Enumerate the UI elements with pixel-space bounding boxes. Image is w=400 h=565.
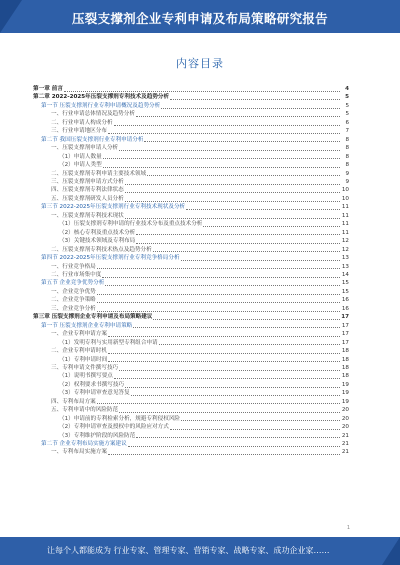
toc-entry[interactable] [33,372,349,380]
toc-entry-page: 10 [341,187,349,194]
toc-entry[interactable] [33,178,349,186]
toc-leader-dots [136,234,340,235]
toc-entry[interactable] [33,305,349,313]
toc-leader-dots [144,141,340,142]
toc-entry[interactable] [33,237,349,245]
toc-entry[interactable] [33,110,349,118]
toc-entry-page: 8 [345,153,349,160]
toc-entry[interactable] [33,389,349,397]
toc-leader-dots [181,260,340,261]
toc-entry-page: 18 [341,373,349,380]
toc-entry-title: （2）申请人类型 [59,162,102,169]
toc-entry[interactable] [33,288,349,296]
toc-entry-title: 四、专利布局方案 [51,398,96,405]
toc-entry-page: 17 [341,339,349,346]
toc-leader-dots [97,268,340,269]
toc-entry-page: 5 [345,94,349,101]
toc-entry-page: 20 [341,407,349,414]
toc-entry-title: 三、专利申请文件撰写技巧 [51,364,119,371]
toc-leader-dots [159,344,340,345]
toc-entry-title: 第二节 企业专利布局实施方案建议 [41,441,127,448]
toc-leader-dots [103,158,340,159]
toc-leader-dots [153,251,340,252]
toc-leader-dots [108,361,340,362]
toc-entry[interactable] [33,119,349,127]
toc-entry[interactable] [33,271,349,279]
toc-entry-title: （1）发明专利与实用新型专利组合申请 [59,339,158,346]
toc-entry-title: 一、企业专利申请方案 [51,331,107,338]
toc-entry[interactable] [33,102,349,110]
toc-entry-page: 11 [341,221,349,228]
toc-leader-dots [114,125,340,126]
toc-entry[interactable] [33,322,349,330]
toc-entry-page: 21 [341,432,349,439]
toc-entry[interactable] [33,432,349,440]
toc-entry-title: （2）核心专利及重点技术分析 [59,229,136,236]
toc-leader-dots [136,243,340,244]
toc-entry-page: 13 [341,255,349,262]
toc-leader-dots [186,209,340,210]
toc-entry-page: 15 [341,288,349,295]
toc-entry[interactable] [33,263,349,271]
toc-entry[interactable] [33,212,349,220]
toc-leader-dots [125,184,340,185]
toc-entry-title: （3）专利维护阶段的风险防范 [59,432,136,439]
toc-leader-dots [119,370,340,371]
toc-entry-page: 18 [341,356,349,363]
toc-entry-title: 第五节 企业竞争优势分析 [41,280,105,287]
toc-leader-dots [125,201,340,202]
toc-leader-dots [103,167,340,168]
toc-entry-page: 16 [341,305,349,312]
report-footer [0,537,400,565]
toc-leader-dots [161,108,340,109]
toc-entry-title: （1）专利申请时间 [59,356,108,363]
report-title: 压裂支撑剂企业专利申请及布局策略研究报告 [71,11,328,26]
toc-entry[interactable] [33,229,349,237]
toc-entry[interactable] [33,93,349,101]
toc-entry-title: （3）专利申请审查意见答复 [59,390,130,397]
toc-leader-dots [102,277,340,278]
toc-entry-page: 9 [345,178,349,185]
toc-entry-page: 14 [341,271,349,278]
toc-entry-page: 17 [341,331,349,338]
toc-leader-dots [170,99,340,100]
toc-entry-title: 第二节 我国压裂支撑剂行业专利申请分析 [41,136,144,143]
toc-entry-title: 一、压裂支撑剂专利技术现状 [51,212,124,219]
toc-entry[interactable] [33,296,349,304]
toc-entry-page: 16 [341,297,349,304]
toc-entry-title: （2）专利申请审查及授权中的风险应对方式 [59,424,169,431]
toc-entry[interactable] [33,279,349,287]
toc-entry-page: 5 [345,111,349,118]
toc-entry[interactable] [33,170,349,178]
toc-entry[interactable] [33,161,349,169]
toc-entry[interactable] [33,254,349,262]
toc-leader-dots [119,412,340,413]
toc-entry-page: 8 [345,162,349,169]
toc-leader-dots [64,91,340,92]
toc-entry-title: （1）申请前的专利检索分析，规避专利侵权风险 [59,415,181,422]
toc-entry-title: （3）关键技术领域及专利布局 [59,238,136,245]
table-of-contents [33,85,349,457]
toc-entry-page: 19 [341,381,349,388]
toc-entry-title: 第一章 前言 [33,86,63,92]
toc-entry[interactable] [33,85,349,93]
toc-leader-dots [136,437,340,438]
toc-entry-page: 13 [341,263,349,270]
toc-entry[interactable] [33,356,349,364]
toc-entry-page: 20 [341,415,349,422]
toc-leader-dots [153,319,340,320]
toc-entry-title: 二、压裂支撑剂专利申请主要技术领域 [51,170,147,177]
toc-entry-page: 7 [345,128,349,135]
toc-leader-dots [108,353,340,354]
toc-leader-dots [97,311,340,312]
toc-entry-title: 四、压裂支撑剂专利法律状态 [51,187,124,194]
toc-entry[interactable] [33,313,349,321]
footer-accent [382,537,400,565]
toc-entry-page: 15 [341,280,349,287]
toc-entry-title: 第二章 2022-2025年压裂支撑剂专利技术及趋势分析 [33,94,170,101]
toc-entry-page: 17 [341,314,349,321]
toc-entry-title: （1）压裂支撑剂专利申请的行业技术分布及重点技术分析 [59,221,203,228]
toc-entry-title: 三、行业申请地区分布 [51,128,107,135]
toc-entry-page: 17 [341,322,349,329]
toc-leader-dots [119,150,340,151]
toc-entry[interactable] [33,347,349,355]
toc-entry-page: 21 [341,449,349,456]
toc-entry-title: 一、企业竞争优势 [51,288,96,295]
toc-leader-dots [133,327,340,328]
toc-entry-page: 8 [345,145,349,152]
toc-entry-title: 一、行业申请总体情况及趋势分析 [51,111,135,118]
toc-entry-title: 一、压裂支撑剂申请人分析 [51,145,119,152]
toc-entry[interactable] [33,440,349,448]
toc-leader-dots [97,302,340,303]
toc-entry-title: 一、行业竞争格局 [51,263,96,270]
toc-entry-title: 三、企业竞争分析 [51,305,96,312]
report-header [0,0,400,33]
toc-entry[interactable] [33,195,349,203]
toc-entry-page: 6 [345,119,349,126]
toc-entry-title: 二、企业竞争策略 [51,297,96,304]
toc-entry-page: 18 [341,364,349,371]
toc-entry-title: 第一节 压裂支撑剂企业专利申请策略 [41,322,133,329]
toc-entry-page: 9 [345,170,349,177]
toc-entry-title: 第一节 压裂支撑剂行业专利申请概况及趋势分析 [41,102,161,109]
toc-entry-title: 五、压裂支撑剂研发人员分析 [51,195,124,202]
toc-leader-dots [108,454,340,455]
toc-entry-title: （1）说明书撰写要点 [59,373,113,380]
toc-entry[interactable] [33,203,349,211]
toc-entry-title: 二、行业申请人构成分析 [51,119,113,126]
toc-leader-dots [108,336,340,337]
toc-entry-page: 19 [341,398,349,405]
toc-entry-page: 11 [341,204,349,211]
toc-leader-dots [181,420,340,421]
toc-entry-title: 五、专利申请中的风险防范 [51,407,119,414]
toc-entry-page: 19 [341,390,349,397]
toc-leader-dots [125,218,340,219]
toc-entry-page: 11 [341,229,349,236]
toc-entry[interactable] [33,339,349,347]
toc-entry[interactable] [33,415,349,423]
toc-entry-page: 18 [341,348,349,355]
toc-entry-page: 11 [341,212,349,219]
toc-entry-page: 12 [341,246,349,253]
toc-entry-title: 第四节 2022-2025年压裂支撑剂行业专利竞争格局分析 [41,255,180,262]
toc-leader-dots [128,446,340,447]
toc-leader-dots [125,387,340,388]
toc-entry[interactable] [33,448,349,456]
toc-leader-dots [97,294,340,295]
toc-leader-dots [136,116,340,117]
toc-entry-page: 20 [341,424,349,431]
toc-entry[interactable] [33,220,349,228]
toc-entry[interactable] [33,406,349,414]
toc-leader-dots [131,395,340,396]
toc-entry[interactable] [33,398,349,406]
toc-leader-dots [114,378,340,379]
toc-entry-title: 二、企业专利申请时机 [51,348,107,355]
toc-entry-title: 二、压裂支撑剂专利技术热点及趋势分析 [51,246,152,253]
toc-leader-dots [97,403,340,404]
toc-entry-page: 4 [345,86,349,92]
toc-entry[interactable] [33,127,349,135]
toc-entry[interactable] [33,381,349,389]
toc-entry-title: （2）权利要求书撰写技巧 [59,381,125,388]
page-number: 1 [346,525,350,531]
toc-leader-dots [108,133,340,134]
toc-entry[interactable] [33,186,349,194]
toc-leader-dots [105,285,340,286]
toc-entry-page: 8 [345,136,349,143]
toc-entry-title: 第三章 压裂支撑剂企业专利申请及布局策略建议 [33,314,153,321]
toc-entry[interactable] [33,153,349,161]
toc-entry-page: 21 [341,441,349,448]
toc-entry[interactable] [33,423,349,431]
toc-entry[interactable] [33,364,349,372]
toc-entry-page: 5 [345,102,349,109]
toc-entry-page: 12 [341,238,349,245]
toc-entry[interactable] [33,144,349,152]
toc-entry-title: （1）申请人数量 [59,153,102,160]
toc-leader-dots [147,175,340,176]
toc-entry-page: 10 [341,195,349,202]
toc-entry-title: 第三节 2022-2025年压裂支撑剂行业专利技术现状及分析 [41,204,186,211]
toc-entry-title: 一、专利布局实施方案 [51,449,107,456]
toc-entry-title: 三、压裂支撑剂申请方式分析 [51,178,124,185]
toc-entry[interactable] [33,246,349,254]
toc-entry[interactable] [33,136,349,144]
toc-heading: 内容目录 [176,57,224,70]
toc-entry[interactable] [33,330,349,338]
toc-leader-dots [125,192,340,193]
toc-leader-dots [170,429,340,430]
footer-slogan: 让每个人都能成为 行业专家、管理专家、营销专家、战略专家、成功企业家…… [47,546,330,555]
toc-entry-title: 二、行业市场集中度 [51,271,102,278]
toc-leader-dots [203,226,340,227]
